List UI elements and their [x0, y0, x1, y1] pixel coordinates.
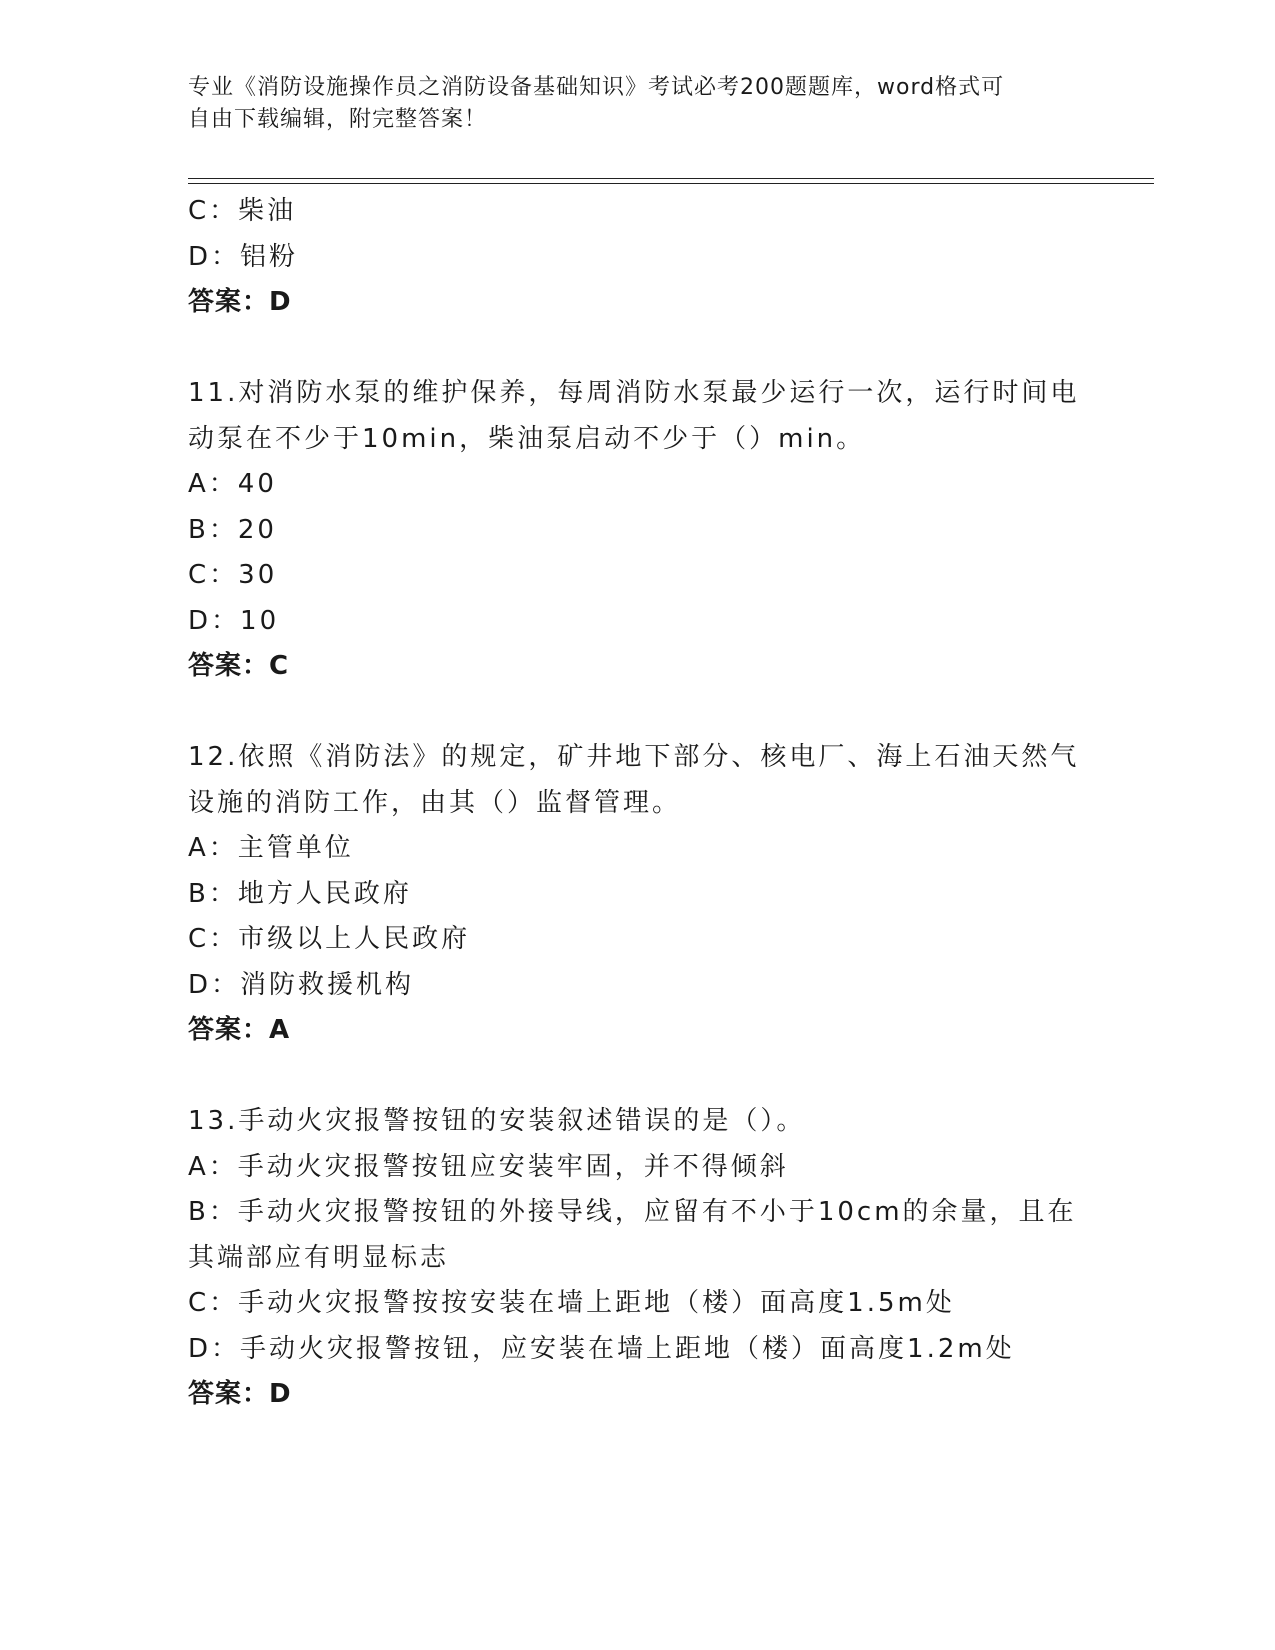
spacer [188, 326, 1088, 372]
option-c: C：柴油 [188, 196, 297, 226]
header-title-line-1: 专业《消防设施操作员之消防设备基础知识》考试必考200题题库，word格式可 [188, 75, 1005, 100]
question-stem-line: 动泵在不少于10min，柴油泵启动不少于（）min。 [188, 423, 866, 454]
question-stem-line: 13.手动火灾报警按钮的安装叙述错误的是（）。 [188, 1106, 806, 1136]
header-divider [188, 178, 1154, 179]
option-d: D：10 [188, 605, 280, 636]
option-b: B：手动火灾报警按钮的外接导线，应留有不小于10cm的余量，且在 [188, 1197, 1077, 1227]
answer-line: 答案：D [188, 1379, 292, 1409]
option-c: C：手动火灾报警按按安装在墙上距地（楼）面高度1.5m处 [188, 1288, 955, 1318]
question-list [188, 189, 1088, 1418]
option-a: A：手动火灾报警按钮应安装牢固，并不得倾斜 [188, 1151, 789, 1182]
page-header [188, 72, 1068, 136]
question-stem-line: 12.依照《消防法》的规定，矿井地下部分、核电厂、海上石油天然气 [188, 742, 1080, 772]
option-d: D：手动火灾报警按钮，应安装在墙上距地（楼）面高度1.2m处 [188, 1333, 1015, 1364]
spacer [188, 1054, 1088, 1100]
spacer [188, 690, 1088, 736]
header-divider-secondary [188, 183, 1154, 184]
question-12 [188, 735, 1088, 1054]
question-stem-line: 11.对消防水泵的维护保养，每周消防水泵最少运行一次，运行时间电 [188, 378, 1080, 408]
answer-line: 答案：D [188, 287, 292, 317]
option-c: C：30 [188, 560, 278, 590]
question-11 [188, 371, 1088, 690]
option-b: B：地方人民政府 [188, 878, 412, 909]
question-stem-line: 设施的消防工作，由其（）监督管理。 [188, 787, 682, 818]
option-b: B：20 [188, 514, 277, 545]
option-a: A：主管单位 [188, 833, 354, 863]
header-title-line-2: 自由下载编辑，附完整答案！ [188, 107, 488, 132]
option-c: C：市级以上人民政府 [188, 924, 471, 954]
answer-line: 答案：A [188, 1015, 291, 1045]
question-13 [188, 1099, 1088, 1418]
question-continued [188, 189, 1088, 326]
option-d: D：消防救援机构 [188, 969, 415, 1000]
answer-line: 答案：C [188, 651, 290, 681]
option-b-continued: 其端部应有明显标志 [188, 1242, 450, 1273]
option-d: D：铝粉 [188, 241, 299, 272]
option-a: A：40 [188, 469, 277, 499]
